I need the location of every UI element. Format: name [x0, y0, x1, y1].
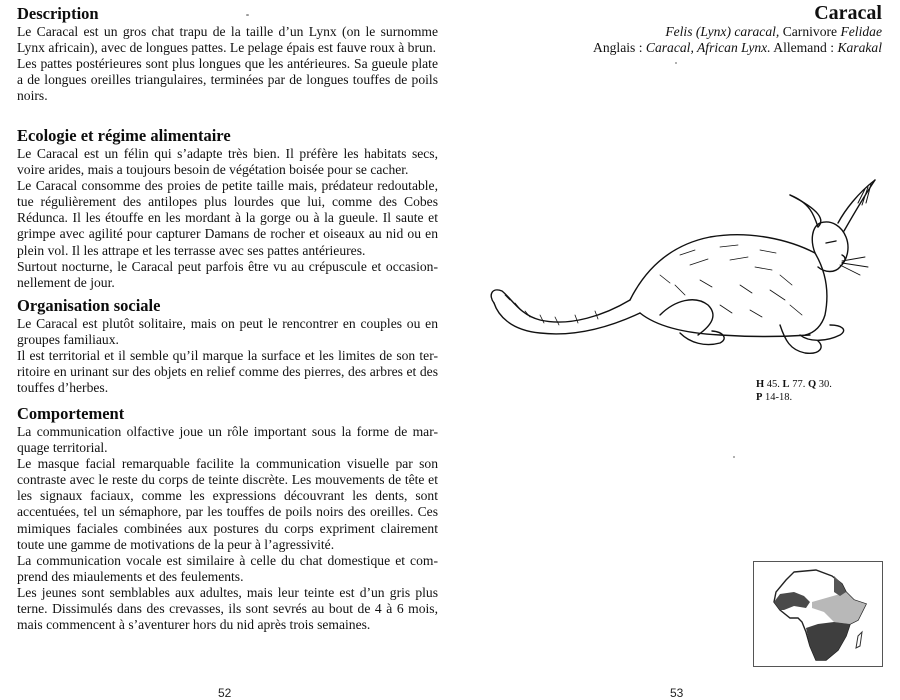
taxonomy-line — [593, 24, 882, 40]
page-number-left: 52 — [218, 686, 232, 700]
h-value: 45. — [766, 379, 780, 390]
section-heading: Organisation sociale — [17, 296, 161, 315]
p-label: P — [756, 392, 763, 403]
order: Carnivore — [782, 24, 838, 39]
caracal-illustration — [480, 175, 880, 370]
paragraph: Le Caracal consomme des proies de petite taille mais, prédateur redoutable, tue régulièrement des antilopes plus lourdes que lui, comme des Cobes Rédunca. Il les étouffe en les mordant à la gorge ou à la gueule. Il saute et grimpe avec agilité pour capturer Damans de rocher et oiseaux au nid ou en plein vol. Il les attrape et les terrasse avec ses pattes antérieures. — [17, 178, 438, 258]
section-ecologie — [17, 126, 438, 291]
paragraph: Les pattes postérieures sont plus longues que les antérieures. Sa gueule plate a de longues oreilles triangulaires, terminées par de longues touffes de poils noirs. — [17, 56, 438, 104]
scan-speck — [246, 14, 249, 16]
measure-line-1 — [756, 378, 832, 391]
paragraph: Le Caracal est un félin qui s’adapte très bien. Il préfère les habitats secs, voire arides, mais a toujours besoin de végétation boisée pour se cacher. — [17, 146, 438, 178]
species-header — [593, 2, 882, 56]
l-value: 77. — [792, 379, 806, 390]
section-heading: Comportement — [17, 404, 125, 423]
section-heading: Description — [17, 4, 99, 23]
q-value: 30. — [818, 379, 832, 390]
section-description — [17, 4, 438, 104]
german-label: Allemand : — [773, 40, 835, 55]
section-organisation-sociale — [17, 296, 438, 396]
german-name: Karakal — [837, 40, 882, 55]
species-title: Caracal — [814, 2, 882, 24]
p-value: 14-18. — [765, 392, 793, 403]
paragraph: Le Caracal est plutôt solitaire, mais on peut le rencontrer en couples ou en groupes familiaux. — [17, 316, 438, 348]
distribution-map — [753, 561, 883, 667]
scan-speck — [675, 62, 677, 64]
paragraph: La communication vocale est similaire à celle du chat domestique et com-prend des miaulements et des feulements. — [17, 552, 438, 584]
paragraph: Il est territorial et il semble qu’il marque la surface et les limites de son ter-ritoire en urinant sur des objets en relief comme des pierres, des arbres et des touffes d’herbes. — [17, 348, 438, 396]
scientific-name: Felis (Lynx) caracal, — [665, 24, 780, 39]
common-names-line — [593, 40, 882, 56]
africa-map-icon — [754, 562, 882, 666]
paragraph: Les jeunes sont semblables aux adultes, mais leur teinte est d’un gris plus terne. Dissimulés dans des crevasses, ils sont sevrés au bout de 4 à 6 mois, mais commencent à s’aventurer hors du nid après trois semaines. — [17, 584, 438, 633]
paragraph: Le masque facial remarquable facilite la communication visuelle par son contraste avec le reste du corps de teinte discrète. Les mouvements de tête et les signaux faciaux, comme les expressions découvrant les dents, sont accentuées, tel un sémaphore, par les touffes de poils noirs des oreilles. Ces mimiques faciales combinées aux postures du corps expriment clairement toute une gamme de motivations de la peur à l’agressivité. — [17, 456, 438, 552]
paragraph: La communication olfactive joue un rôle important sous la forme de mar-quage territorial. — [17, 424, 438, 456]
scan-speck — [733, 456, 735, 458]
english-label: Anglais : — [593, 40, 643, 55]
page-number-right: 53 — [670, 686, 684, 700]
paragraph: Le Caracal est un gros chat trapu de la taille d’un Lynx (on le surnomme Lynx africain), avec de longues pattes. Le pelage épais est fauve roux à brun. — [17, 24, 438, 56]
h-label: H — [756, 379, 765, 390]
section-comportement — [17, 404, 438, 633]
q-label: Q — [807, 379, 817, 390]
section-heading: Ecologie et régime alimentaire — [17, 126, 231, 145]
english-names: Caracal, African Lynx. — [645, 40, 771, 55]
measure-line-2 — [756, 391, 832, 404]
paragraph: Surtout nocturne, le Caracal peut parfois être vu au crépuscule et occasion-nellement de jour. — [17, 258, 438, 290]
measurements — [756, 378, 832, 404]
l-label: L — [782, 379, 790, 390]
family: Felidae — [840, 24, 882, 39]
